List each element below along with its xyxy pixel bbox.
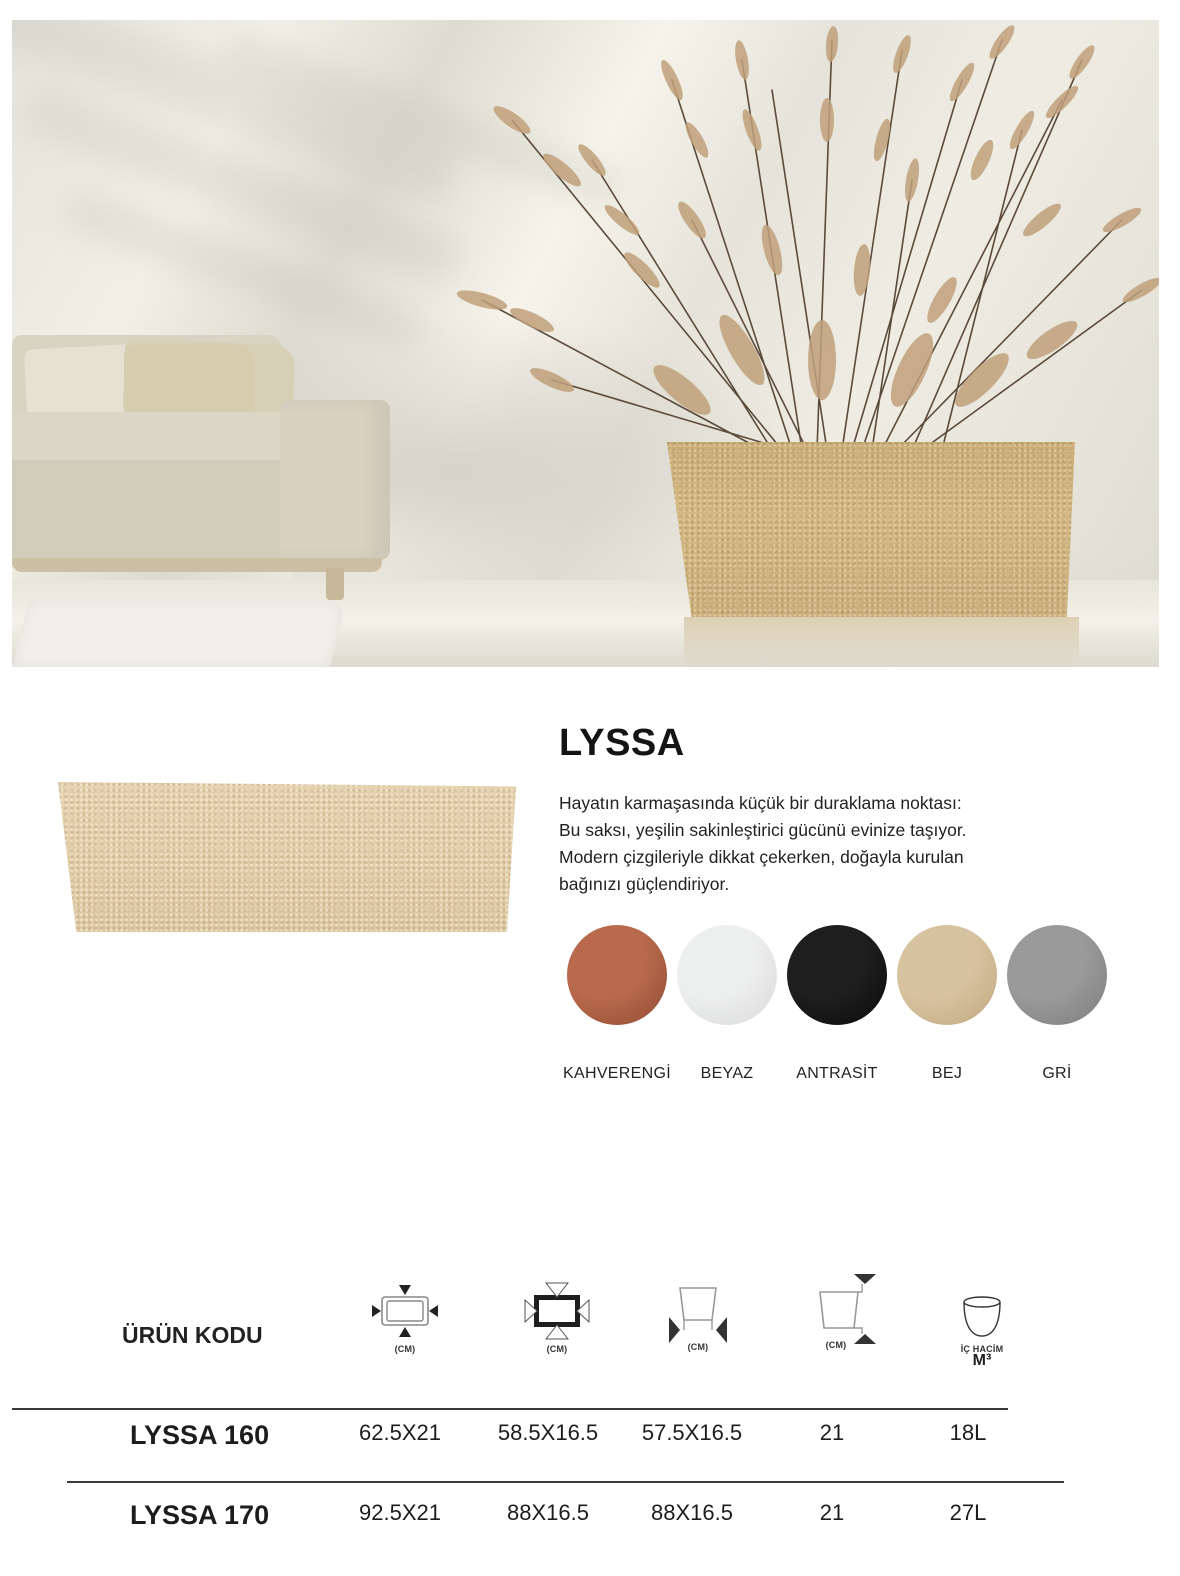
- volume-icon: [957, 1292, 1007, 1338]
- description-line: bağınızı güçlendiriyor.: [559, 874, 730, 894]
- table-header-inner-volume: [932, 1280, 1032, 1368]
- color-label: BEYAZ: [700, 1065, 754, 1082]
- description-line: Bu saksı, yeşilin sakinleştirici gücünü evinize taşıyor.: [559, 820, 967, 840]
- color-swatch-grey: [1007, 925, 1107, 1025]
- color-label: GRİ: [1042, 1065, 1072, 1082]
- description-line: Hayatın karmaşasında küçük bir duraklama noktası:: [559, 793, 962, 813]
- product-description: [559, 790, 1129, 898]
- volume-value: 18L: [949, 1420, 987, 1445]
- description-line: Modern çizgileriyle dikkat çekerken, doğayla kurulan: [559, 847, 964, 867]
- outer-dimensions-icon: [370, 1280, 440, 1340]
- outer-dimensions-value: 92.5X21: [359, 1500, 441, 1525]
- color-option-kahverengi[interactable]: [562, 925, 672, 1083]
- product-code: LYSSA 160: [130, 1420, 270, 1450]
- sofa-front: [12, 460, 284, 562]
- bottom-dimensions-icon: [663, 1280, 733, 1346]
- table-header-product-code: ÜRÜN KODU: [122, 1322, 263, 1348]
- outer-dimensions-value: 62.5X21: [359, 1420, 441, 1445]
- height-icon: [796, 1272, 876, 1344]
- color-swatch-white: [677, 925, 777, 1025]
- bottom-dimensions-value: 57.5X16.5: [641, 1420, 743, 1445]
- color-swatch-brown: [567, 925, 667, 1025]
- product-code: LYSSA 170: [130, 1500, 270, 1530]
- color-label: ANTRASİT: [796, 1065, 878, 1082]
- hero-planter: [667, 442, 1075, 617]
- sofa-leg: [326, 568, 344, 600]
- table-divider: [67, 1481, 1064, 1483]
- table-header-inner-dimensions: [507, 1280, 607, 1354]
- color-option-antrasit[interactable]: [782, 925, 892, 1083]
- volume-value: 27L: [949, 1500, 987, 1525]
- inner-dimensions-icon: [522, 1280, 592, 1340]
- unit-label: (CM): [687, 1342, 709, 1352]
- sofa-arm: [280, 400, 390, 560]
- table-header-outer-dimensions: [355, 1280, 455, 1354]
- color-option-bej[interactable]: [892, 925, 1002, 1083]
- rug: [12, 600, 347, 667]
- bottom-dimensions-value: 88X16.5: [651, 1500, 733, 1525]
- inner-dimensions-value: 58.5X16.5: [497, 1420, 599, 1445]
- color-option-beyaz[interactable]: [672, 925, 782, 1083]
- unit-label: İÇ HACİM: [960, 1344, 1004, 1354]
- table-row: [0, 1420, 1180, 1460]
- color-swatch-beige: [897, 925, 997, 1025]
- planter-reflection: [684, 617, 1079, 667]
- height-value: 21: [819, 1500, 845, 1525]
- unit-label: (CM): [546, 1344, 568, 1354]
- color-option-gri[interactable]: [1002, 925, 1112, 1083]
- unit-label: (CM): [394, 1344, 416, 1354]
- table-header-height: [786, 1280, 886, 1350]
- color-label: KAHVERENGİ: [563, 1065, 671, 1082]
- hero-photo: [12, 20, 1159, 667]
- dried-plant-illustration: [442, 20, 1159, 460]
- product-image-lyssa: [58, 782, 516, 932]
- inner-dimensions-value: 88X16.5: [507, 1500, 589, 1525]
- color-options: [550, 925, 1120, 1085]
- table-divider: [12, 1408, 1008, 1410]
- height-value: 21: [819, 1420, 845, 1445]
- table-header-bottom-dimensions: [648, 1280, 748, 1352]
- unit-label: (CM): [825, 1340, 847, 1350]
- product-title: LYSSA: [559, 722, 685, 764]
- table-row: [0, 1500, 1180, 1540]
- color-label: BEJ: [931, 1065, 963, 1082]
- unit-cubic-meter: M³: [972, 1352, 992, 1369]
- color-swatch-anthracite: [787, 925, 887, 1025]
